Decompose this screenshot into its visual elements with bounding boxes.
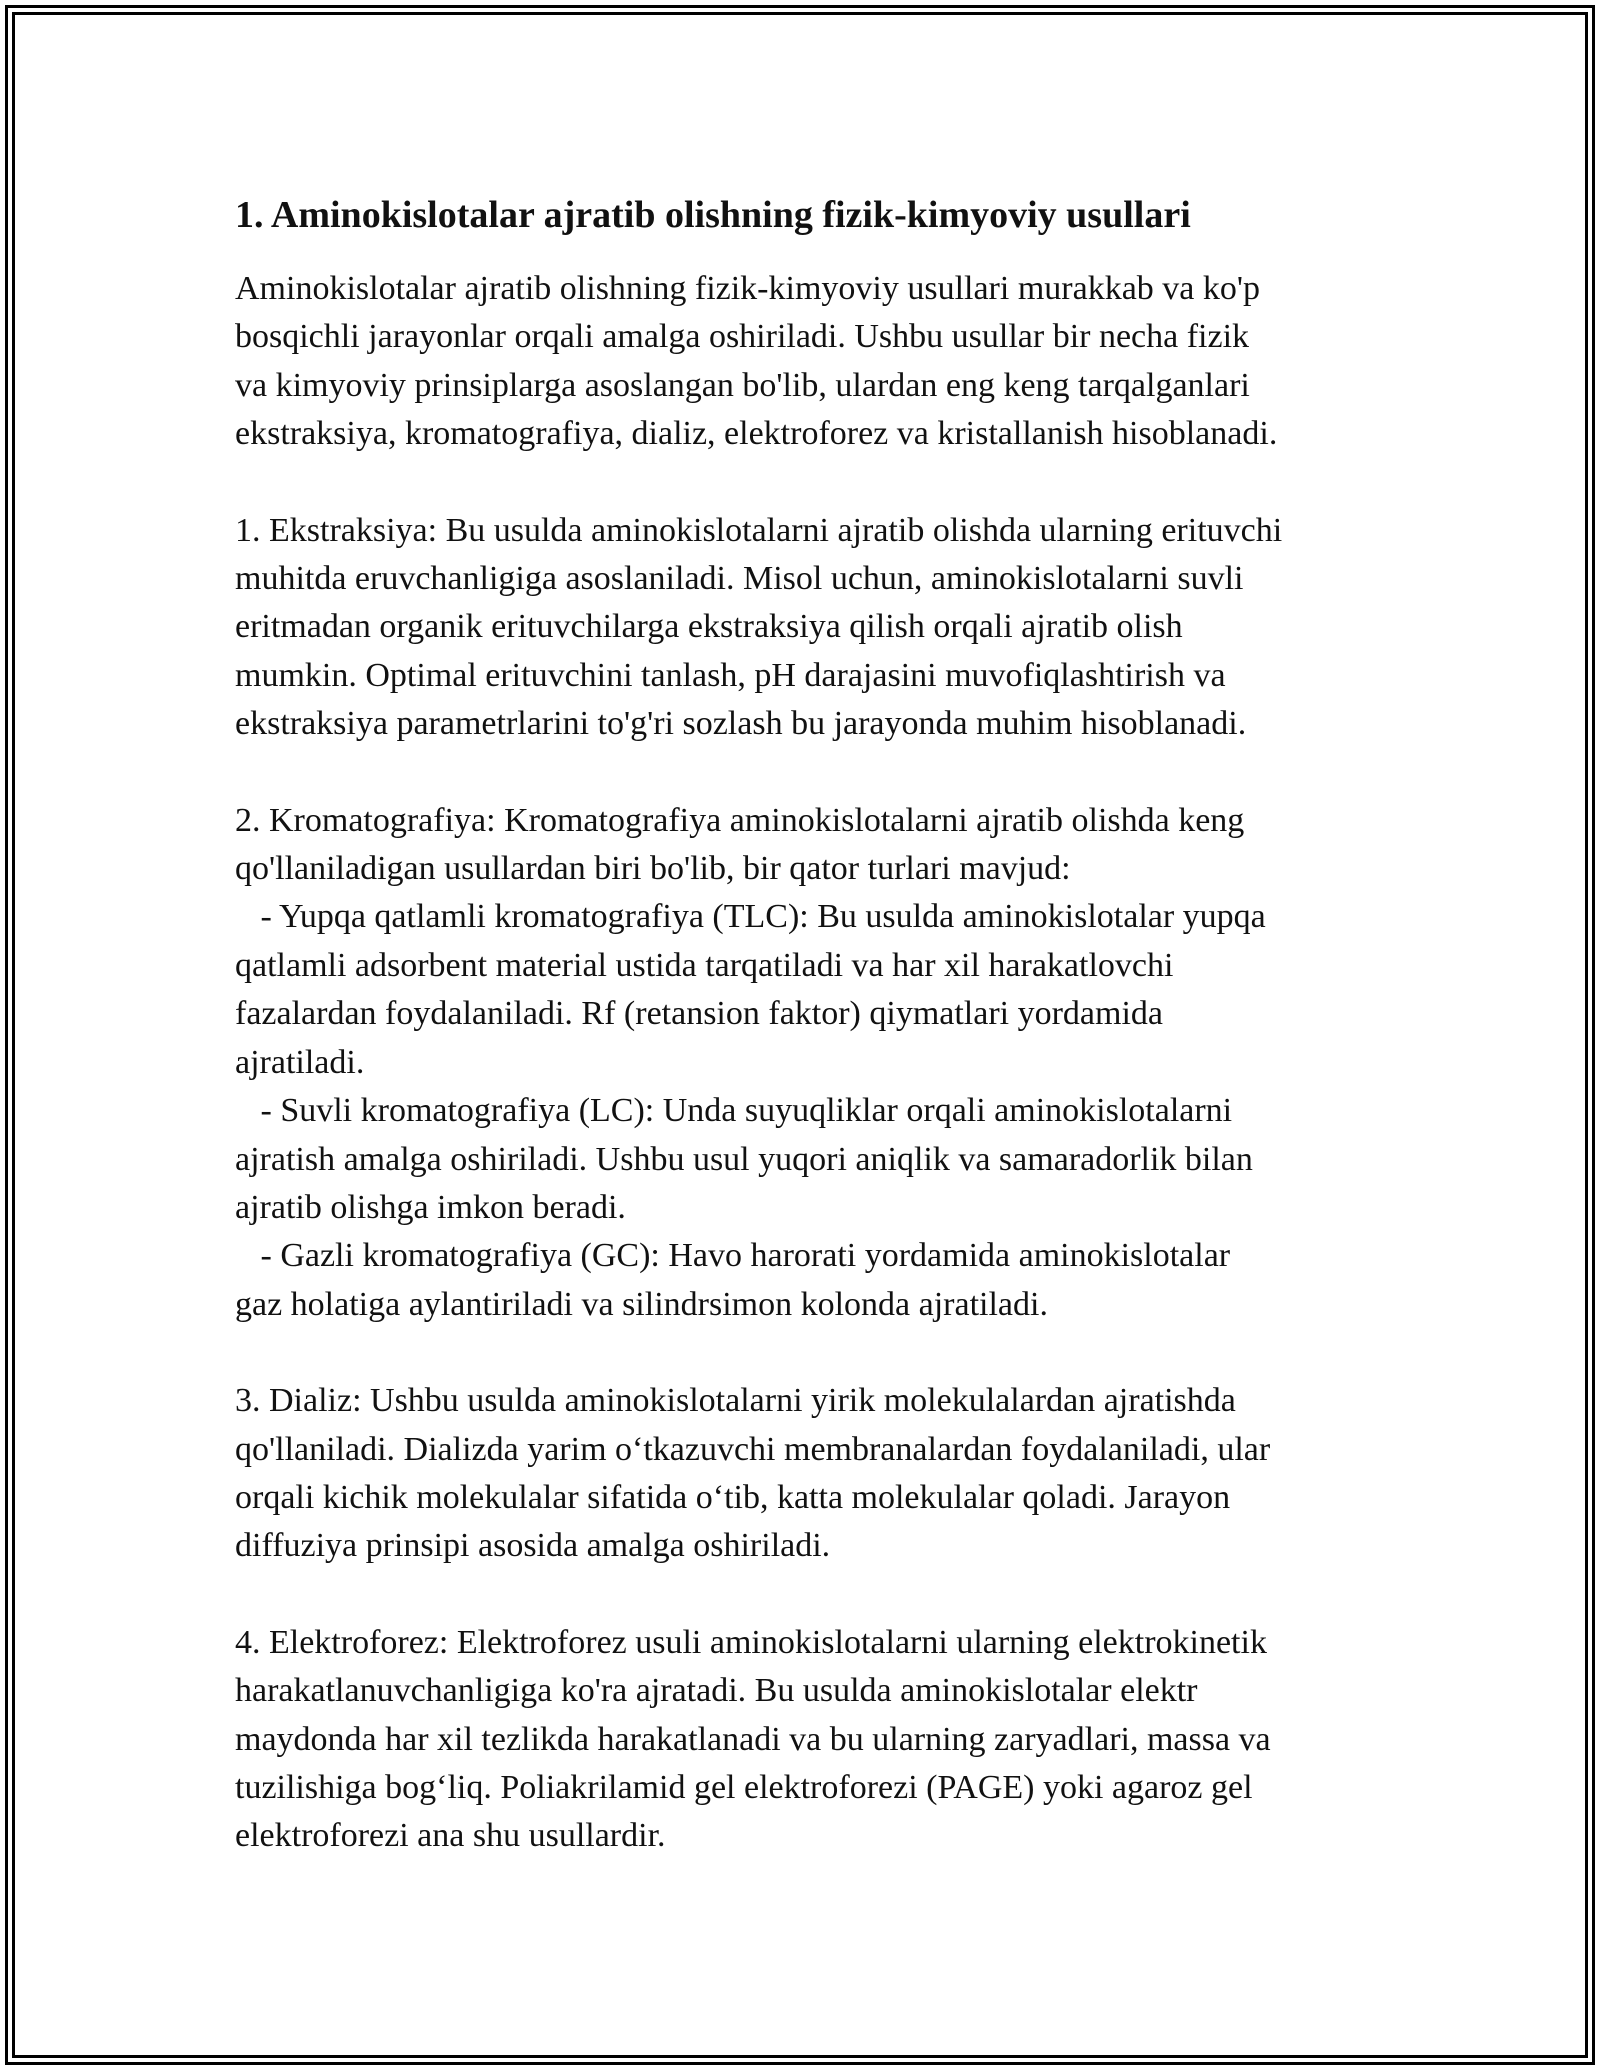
- text-line: qatlamli adsorbent material ustida tarqatiladi va har xil harakatlovchi: [235, 946, 1174, 984]
- paragraph-elektroforez: [235, 1619, 1385, 1861]
- text-line: qo'llaniladigan usullardan biri bo'lib, bir qator turlari mavjud:: [235, 850, 1071, 888]
- text-line: elektroforezi ana shu usullardir.: [235, 1817, 666, 1855]
- text-line: muhitda eruvchanligiga asoslaniladi. Misol uchun, aminokislotalarni suvli: [235, 560, 1244, 598]
- text-line: eritmadan organik erituvchilarga ekstraksiya qilish orqali ajratib olish: [235, 608, 1183, 646]
- text-line: qo'llaniladi. Dializda yarim o‘tkazuvchi membranalardan foydalaniladi, ular: [235, 1430, 1271, 1468]
- text-line: diffuziya prinsipi asosida amalga oshiriladi.: [235, 1527, 831, 1565]
- paragraph-list: [235, 265, 1385, 1861]
- text-line: Aminokislotalar ajratib olishning fizik-kimyoviy usullari murakkab va ko'p: [235, 270, 1260, 307]
- text-line: ekstraksiya, kromatografiya, dializ, elektroforez va kristallanish hisoblanadi.: [235, 415, 1278, 453]
- text-line: mumkin. Optimal erituvchini tanlash, pH darajasini muvofiqlashtirish va: [235, 656, 1226, 694]
- text-line: tuzilishiga bog‘liq. Poliakrilamid gel elektroforezi (PAGE) yoki agaroz gel: [235, 1768, 1253, 1806]
- text-line: 1. Ekstraksiya: Bu usulda aminokislotalarni ajratib olishda ularning erituvchi: [235, 511, 1283, 549]
- text-line: 2. Kromatografiya: Kromatografiya aminokislotalarni ajratib olishda keng: [235, 801, 1245, 839]
- paragraph-dializ: [235, 1377, 1385, 1571]
- paragraph-intro: [235, 265, 1385, 459]
- paragraph-ekstraksiya: [235, 507, 1385, 749]
- text-line: gaz holatiga aylantiriladi va silindrsimon kolonda ajratiladi.: [235, 1285, 1048, 1323]
- section-heading: 1. Aminokislotalar ajratib olishning fizik-kimyoviy usullari: [235, 194, 1191, 236]
- text-line: ajratib olishga imkon beradi.: [235, 1188, 626, 1226]
- document-body: [235, 185, 1385, 1909]
- text-line: ajratish amalga oshiriladi. Ushbu usul yuqori aniqlik va samaradorlik bilan: [235, 1140, 1253, 1178]
- text-line: bosqichli jarayonlar orqali amalga oshiriladi. Ushbu usullar bir necha fizik: [235, 318, 1250, 356]
- text-line: va kimyoviy prinsiplarga asoslangan bo'lib, ulardan eng keng tarqalganlari: [235, 366, 1250, 404]
- paragraph-kromatografiya: [235, 797, 1385, 1329]
- text-line: harakatlanuvchanligiga ko'ra ajratadi. Bu usulda aminokislotalar elektr: [235, 1672, 1198, 1710]
- text-line: maydonda har xil tezlikda harakatlanadi va bu ularning zaryadlari, massa va: [235, 1720, 1271, 1758]
- text-line: 4. Elektroforez: Elektroforez usuli aminokislotalarni ularning elektrokinetik: [235, 1623, 1267, 1661]
- text-line: 3. Dializ: Ushbu usulda aminokislotalarni yirik molekulalardan ajratishda: [235, 1382, 1236, 1420]
- text-line: ajratiladi.: [235, 1043, 365, 1081]
- text-line: - Yupqa qatlamli kromatografiya (TLC): Bu usulda aminokislotalar yupqa: [235, 898, 1266, 936]
- text-line: orqali kichik molekulalar sifatida o‘tib, katta molekulalar qoladi. Jarayon: [235, 1478, 1231, 1516]
- text-line: ekstraksiya parametrlarini to'g'ri sozlash bu jarayonda muhim hisoblanadi.: [235, 705, 1247, 743]
- text-line: - Gazli kromatografiya (GC): Havo harorati yordamida aminokislotalar: [235, 1237, 1231, 1275]
- text-line: fazalardan foydalaniladi. Rf (retansion faktor) qiymatlari yordamida: [235, 995, 1164, 1033]
- text-line: - Suvli kromatografiya (LC): Unda suyuqliklar orqali aminokislotalarni: [235, 1092, 1233, 1130]
